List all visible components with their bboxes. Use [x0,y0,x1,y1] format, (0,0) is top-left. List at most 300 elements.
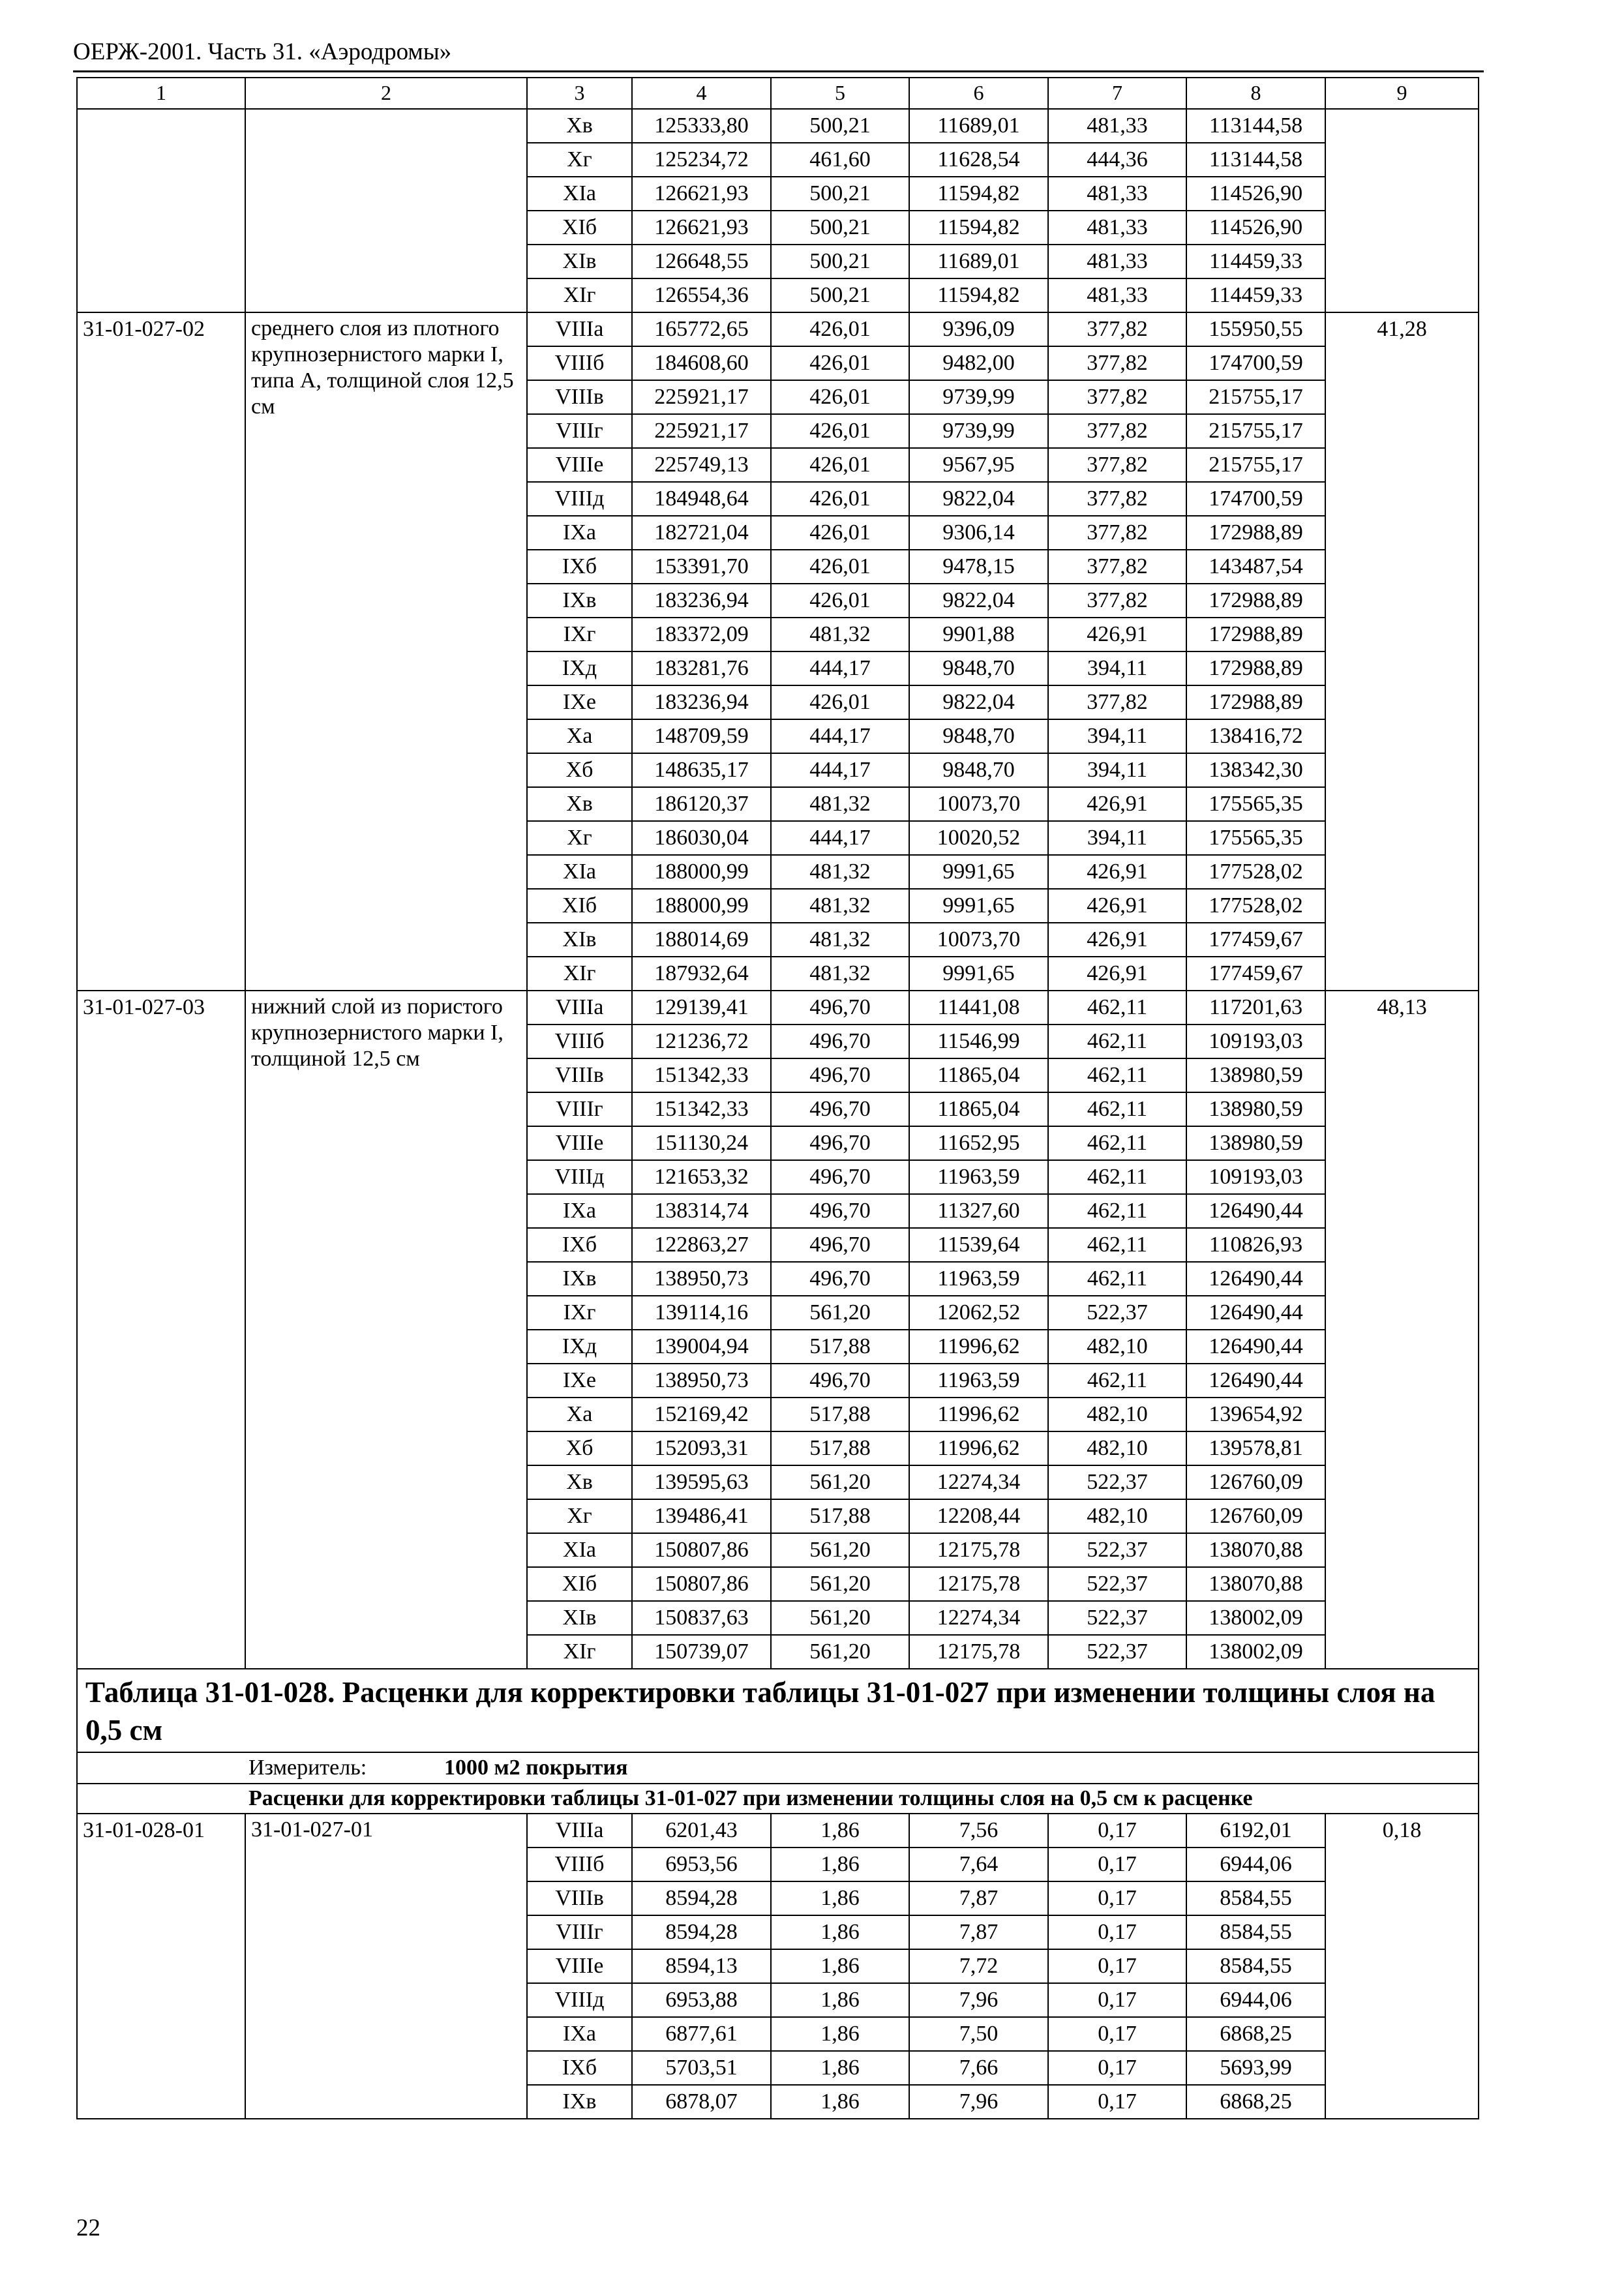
materials-cost-cell: 114459,33 [1186,278,1325,312]
direct-cost-cell: 151342,33 [632,1092,771,1126]
direct-cost-cell: 152169,42 [632,1398,771,1431]
machine-cost-cell: 11628,54 [909,143,1048,177]
meter-row [77,1752,1479,1784]
labor-cost-cell: 481,32 [771,923,909,957]
labor-cost-cell: 561,20 [771,1601,909,1635]
direct-cost-cell: 8594,28 [632,1915,771,1949]
zone-cell: VIIIа [527,312,632,346]
machine-cost-cell: 9991,65 [909,855,1048,889]
direct-cost-cell: 186120,37 [632,787,771,821]
machine-cost-cell: 11594,82 [909,278,1048,312]
labor-cost-cell: 481,32 [771,957,909,991]
materials-cost-cell: 117201,63 [1186,991,1325,1025]
machine-cost-cell: 11546,99 [909,1025,1048,1058]
zone-cell: IХв [527,584,632,618]
labor-cost-cell: 481,32 [771,618,909,651]
labor-cost-cell: 517,88 [771,1499,909,1533]
labor-cost-cell: 426,01 [771,448,909,482]
machinist-wage-cell: 377,82 [1048,685,1186,719]
materials-cost-cell: 113144,58 [1186,143,1325,177]
direct-cost-cell: 138314,74 [632,1194,771,1228]
labor-cost-cell: 426,01 [771,346,909,380]
materials-cost-cell: 113144,58 [1186,109,1325,143]
labor-cost-cell: 561,20 [771,1296,909,1330]
materials-cost-cell: 172988,89 [1186,651,1325,685]
direct-cost-cell: 121653,32 [632,1160,771,1194]
materials-cost-cell: 215755,17 [1186,414,1325,448]
zone-cell: IХб [527,550,632,584]
direct-cost-cell: 126621,93 [632,177,771,211]
machinist-wage-cell: 522,37 [1048,1635,1186,1669]
materials-cost-cell: 6944,06 [1186,1983,1325,2017]
direct-cost-cell: 6201,43 [632,1814,771,1848]
direct-cost-cell: 153391,70 [632,550,771,584]
machine-cost-cell: 9306,14 [909,516,1048,550]
machinist-wage-cell: 481,33 [1048,278,1186,312]
table-row [77,1814,1479,1848]
machinist-wage-cell: 394,11 [1048,651,1186,685]
machine-cost-cell: 9901,88 [909,618,1048,651]
zone-cell: VIIIа [527,991,632,1025]
labor-cost-cell: 496,70 [771,1058,909,1092]
direct-cost-cell: 6953,88 [632,1983,771,2017]
materials-cost-cell: 172988,89 [1186,685,1325,719]
direct-cost-cell: 138950,73 [632,1262,771,1296]
zone-cell: IХг [527,618,632,651]
direct-cost-cell: 139114,16 [632,1296,771,1330]
machine-cost-cell: 9739,99 [909,380,1048,414]
labor-cost-cell: 426,01 [771,516,909,550]
direct-cost-cell: 188000,99 [632,889,771,923]
direct-cost-cell: 125333,80 [632,109,771,143]
zone-cell: IХе [527,685,632,719]
machine-cost-cell: 9482,00 [909,346,1048,380]
materials-cost-cell: 139578,81 [1186,1431,1325,1465]
materials-cost-cell: 172988,89 [1186,618,1325,651]
labor-cost-cell: 426,01 [771,584,909,618]
materials-cost-cell: 126490,44 [1186,1194,1325,1228]
labor-cost-cell: 500,21 [771,177,909,211]
direct-cost-cell: 150807,86 [632,1567,771,1601]
zone-cell: VIIIе [527,448,632,482]
materials-cost-cell: 177459,67 [1186,923,1325,957]
machine-cost-cell: 11327,60 [909,1194,1048,1228]
zone-cell: ХIб [527,211,632,245]
direct-cost-cell: 139004,94 [632,1330,771,1364]
labor-cost-cell: 561,20 [771,1635,909,1669]
machinist-wage-cell: 481,33 [1048,177,1186,211]
wage-column-cell: 41,28 [1325,312,1479,991]
machine-cost-cell: 10020,52 [909,821,1048,855]
direct-cost-cell: 5703,51 [632,2051,771,2085]
labor-cost-cell: 1,86 [771,2085,909,2119]
work-description: среднего слоя из плотного крупнозернистого марки I, типа А, толщиной слоя 12,5 см [245,312,527,991]
materials-cost-cell: 126490,44 [1186,1364,1325,1398]
labor-cost-cell: 517,88 [771,1398,909,1431]
labor-cost-cell: 426,01 [771,312,909,346]
zone-cell: VIIIв [527,1881,632,1915]
materials-cost-cell: 110826,93 [1186,1228,1325,1262]
zone-cell: VIIIв [527,1058,632,1092]
machine-cost-cell: 11865,04 [909,1092,1048,1126]
direct-cost-cell: 148635,17 [632,753,771,787]
machine-cost-cell: 11689,01 [909,109,1048,143]
materials-cost-cell: 109193,03 [1186,1160,1325,1194]
machinist-wage-cell: 462,11 [1048,1364,1186,1398]
wage-column-cell: 0,18 [1325,1814,1479,2119]
machinist-wage-cell: 377,82 [1048,516,1186,550]
materials-cost-cell: 6944,06 [1186,1848,1325,1881]
zone-cell: VIIIг [527,1092,632,1126]
materials-cost-cell: 126760,09 [1186,1499,1325,1533]
zone-cell: IХд [527,1330,632,1364]
machinist-wage-cell: 462,11 [1048,1194,1186,1228]
direct-cost-cell: 139486,41 [632,1499,771,1533]
machinist-wage-cell: 462,11 [1048,1228,1186,1262]
machinist-wage-cell: 482,10 [1048,1431,1186,1465]
labor-cost-cell: 426,01 [771,482,909,516]
materials-cost-cell: 172988,89 [1186,516,1325,550]
machine-cost-cell: 11963,59 [909,1160,1048,1194]
machine-cost-cell: 12175,78 [909,1635,1048,1669]
column-number: 5 [771,78,909,109]
zone-cell: Хв [527,109,632,143]
materials-cost-cell: 138980,59 [1186,1092,1325,1126]
materials-cost-cell: 143487,54 [1186,550,1325,584]
machinist-wage-cell: 0,17 [1048,1848,1186,1881]
direct-cost-cell: 165772,65 [632,312,771,346]
zone-cell: ХIг [527,957,632,991]
zone-cell: IХа [527,1194,632,1228]
table-row [77,991,1479,1025]
direct-cost-cell: 225921,17 [632,414,771,448]
direct-cost-cell: 122863,27 [632,1228,771,1262]
page-number: 22 [76,2215,100,2241]
direct-cost-cell: 129139,41 [632,991,771,1025]
materials-cost-cell: 177528,02 [1186,889,1325,923]
column-number: 4 [632,78,771,109]
machine-cost-cell: 9848,70 [909,753,1048,787]
materials-cost-cell: 114526,90 [1186,177,1325,211]
materials-cost-cell: 8584,55 [1186,1949,1325,1983]
direct-cost-cell: 8594,13 [632,1949,771,1983]
labor-cost-cell: 1,86 [771,2017,909,2051]
labor-cost-cell: 481,32 [771,787,909,821]
labor-cost-cell: 1,86 [771,1983,909,2017]
machine-cost-cell: 10073,70 [909,923,1048,957]
machinist-wage-cell: 482,10 [1048,1398,1186,1431]
column-number-row [77,78,1479,109]
zone-cell: ХIб [527,1567,632,1601]
direct-cost-cell: 183281,76 [632,651,771,685]
materials-cost-cell: 5693,99 [1186,2051,1325,2085]
meter-value: 1000 м2 покрытия [444,1756,628,1780]
rate-code [77,109,245,312]
machine-cost-cell: 7,87 [909,1881,1048,1915]
materials-cost-cell: 177459,67 [1186,957,1325,991]
subheader-row [77,1784,1479,1814]
machinist-wage-cell: 462,11 [1048,1092,1186,1126]
machinist-wage-cell: 377,82 [1048,550,1186,584]
machinist-wage-cell: 481,33 [1048,211,1186,245]
zone-cell: IХв [527,1262,632,1296]
zone-cell: VIIIв [527,380,632,414]
direct-cost-cell: 152093,31 [632,1431,771,1465]
zone-cell: VIIIа [527,1814,632,1848]
direct-cost-cell: 225921,17 [632,380,771,414]
direct-cost-cell: 150837,63 [632,1601,771,1635]
header-rule [73,70,1484,72]
labor-cost-cell: 561,20 [771,1465,909,1499]
materials-cost-cell: 126490,44 [1186,1262,1325,1296]
direct-cost-cell: 184948,64 [632,482,771,516]
materials-cost-cell: 215755,17 [1186,380,1325,414]
machinist-wage-cell: 481,33 [1048,245,1186,278]
machine-cost-cell: 11996,62 [909,1398,1048,1431]
zone-cell: VIIIд [527,1983,632,2017]
labor-cost-cell: 500,21 [771,278,909,312]
labor-cost-cell: 1,86 [771,1848,909,1881]
labor-cost-cell: 1,86 [771,1949,909,1983]
machine-cost-cell: 9478,15 [909,550,1048,584]
zone-cell: Хб [527,753,632,787]
machinist-wage-cell: 462,11 [1048,1262,1186,1296]
direct-cost-cell: 121236,72 [632,1025,771,1058]
materials-cost-cell: 109193,03 [1186,1025,1325,1058]
labor-cost-cell: 500,21 [771,109,909,143]
labor-cost-cell: 496,70 [771,1262,909,1296]
materials-cost-cell: 8584,55 [1186,1881,1325,1915]
meter-cell [77,1752,1479,1784]
wage-column-cell: 48,13 [1325,991,1479,1669]
machine-cost-cell: 9991,65 [909,957,1048,991]
materials-cost-cell: 174700,59 [1186,482,1325,516]
zone-cell: ХIв [527,1601,632,1635]
zone-cell: ХIа [527,1533,632,1567]
machine-cost-cell: 9848,70 [909,719,1048,753]
running-header: ОЕРЖ-2001. Часть 31. «Аэродромы» [73,38,452,65]
zone-cell: IХа [527,2017,632,2051]
direct-cost-cell: 150807,86 [632,1533,771,1567]
machinist-wage-cell: 426,91 [1048,618,1186,651]
work-description [245,109,527,312]
machine-cost-cell: 11689,01 [909,245,1048,278]
labor-cost-cell: 496,70 [771,1364,909,1398]
machine-cost-cell: 12175,78 [909,1533,1048,1567]
direct-cost-cell: 188000,99 [632,855,771,889]
zone-cell: VIIIд [527,482,632,516]
machinist-wage-cell: 426,91 [1048,923,1186,957]
materials-cost-cell: 114459,33 [1186,245,1325,278]
direct-cost-cell: 183372,09 [632,618,771,651]
table-title-row [77,1669,1479,1752]
direct-cost-cell: 184608,60 [632,346,771,380]
machine-cost-cell: 9822,04 [909,584,1048,618]
labor-cost-cell: 517,88 [771,1431,909,1465]
labor-cost-cell: 1,86 [771,1814,909,1848]
labor-cost-cell: 496,70 [771,991,909,1025]
machine-cost-cell: 9991,65 [909,889,1048,923]
materials-cost-cell: 8584,55 [1186,1915,1325,1949]
labor-cost-cell: 1,86 [771,2051,909,2085]
materials-cost-cell: 138002,09 [1186,1635,1325,1669]
labor-cost-cell: 444,17 [771,821,909,855]
machinist-wage-cell: 426,91 [1048,855,1186,889]
labor-cost-cell: 500,21 [771,211,909,245]
machine-cost-cell: 7,96 [909,2085,1048,2119]
machinist-wage-cell: 0,17 [1048,1814,1186,1848]
materials-cost-cell: 175565,35 [1186,821,1325,855]
machine-cost-cell: 7,56 [909,1814,1048,1848]
materials-cost-cell: 138070,88 [1186,1533,1325,1567]
zone-cell: VIIIе [527,1126,632,1160]
direct-cost-cell: 187932,64 [632,957,771,991]
machinist-wage-cell: 482,10 [1048,1499,1186,1533]
machinist-wage-cell: 426,91 [1048,889,1186,923]
labor-cost-cell: 481,32 [771,889,909,923]
machine-cost-cell: 11996,62 [909,1330,1048,1364]
materials-cost-cell: 138002,09 [1186,1601,1325,1635]
machinist-wage-cell: 462,11 [1048,1058,1186,1092]
zone-cell: ХIг [527,1635,632,1669]
materials-cost-cell: 126490,44 [1186,1330,1325,1364]
direct-cost-cell: 6878,07 [632,2085,771,2119]
machinist-wage-cell: 522,37 [1048,1296,1186,1330]
rate-code: 31-01-027-03 [77,991,245,1669]
zone-cell: VIIIб [527,346,632,380]
machine-cost-cell: 11996,62 [909,1431,1048,1465]
column-number: 2 [245,78,527,109]
zone-cell: IХб [527,1228,632,1262]
labor-cost-cell: 496,70 [771,1126,909,1160]
zone-cell: VIIIг [527,1915,632,1949]
direct-cost-cell: 183236,94 [632,584,771,618]
labor-cost-cell: 426,01 [771,380,909,414]
machine-cost-cell: 12175,78 [909,1567,1048,1601]
direct-cost-cell: 126621,93 [632,211,771,245]
rate-code: 31-01-028-01 [77,1814,245,2119]
machinist-wage-cell: 522,37 [1048,1567,1186,1601]
labor-cost-cell: 426,01 [771,685,909,719]
machine-cost-cell: 7,87 [909,1915,1048,1949]
direct-cost-cell: 183236,94 [632,685,771,719]
machine-cost-cell: 9396,09 [909,312,1048,346]
machine-cost-cell: 7,66 [909,2051,1048,2085]
machinist-wage-cell: 522,37 [1048,1533,1186,1567]
machinist-wage-cell: 394,11 [1048,821,1186,855]
direct-cost-cell: 151130,24 [632,1126,771,1160]
labor-cost-cell: 444,17 [771,753,909,787]
zone-cell: IХв [527,2085,632,2119]
materials-cost-cell: 215755,17 [1186,448,1325,482]
machine-cost-cell: 7,72 [909,1949,1048,1983]
materials-cost-cell: 177528,02 [1186,855,1325,889]
meter-label: Измеритель: [248,1756,367,1780]
machinist-wage-cell: 377,82 [1048,414,1186,448]
table-row [77,312,1479,346]
zone-cell: Ха [527,1398,632,1431]
machinist-wage-cell: 522,37 [1048,1601,1186,1635]
zone-cell: IХг [527,1296,632,1330]
materials-cost-cell: 155950,55 [1186,312,1325,346]
labor-cost-cell: 517,88 [771,1330,909,1364]
labor-cost-cell: 496,70 [771,1025,909,1058]
machinist-wage-cell: 377,82 [1048,346,1186,380]
labor-cost-cell: 561,20 [771,1567,909,1601]
machinist-wage-cell: 0,17 [1048,1881,1186,1915]
machinist-wage-cell: 444,36 [1048,143,1186,177]
table-title: Таблица 31-01-028. Расценки для корректировки таблицы 31-01-027 при изменении толщины слоя на 0,5 см [77,1669,1479,1752]
direct-cost-cell: 225749,13 [632,448,771,482]
labor-cost-cell: 444,17 [771,719,909,753]
zone-cell: ХIа [527,177,632,211]
machinist-wage-cell: 0,17 [1048,1915,1186,1949]
machinist-wage-cell: 482,10 [1048,1330,1186,1364]
labor-cost-cell: 481,32 [771,855,909,889]
machine-cost-cell: 12274,34 [909,1465,1048,1499]
machine-cost-cell: 7,64 [909,1848,1048,1881]
work-description: нижний слой из пористого крупнозернистого марки I, толщиной 12,5 см [245,991,527,1669]
materials-cost-cell: 138070,88 [1186,1567,1325,1601]
direct-cost-cell: 126554,36 [632,278,771,312]
machinist-wage-cell: 0,17 [1048,2017,1186,2051]
zone-cell: VIIIе [527,1949,632,1983]
materials-cost-cell: 6868,25 [1186,2017,1325,2051]
materials-cost-cell: 6192,01 [1186,1814,1325,1848]
machine-cost-cell: 11865,04 [909,1058,1048,1092]
zone-cell: Хг [527,821,632,855]
zone-cell: IХа [527,516,632,550]
labor-cost-cell: 444,17 [771,651,909,685]
direct-cost-cell: 188014,69 [632,923,771,957]
zone-cell: Хг [527,143,632,177]
materials-cost-cell: 138342,30 [1186,753,1325,787]
direct-cost-cell: 125234,72 [632,143,771,177]
labor-cost-cell: 1,86 [771,1915,909,1949]
machinist-wage-cell: 481,33 [1048,109,1186,143]
labor-cost-cell: 496,70 [771,1160,909,1194]
machine-cost-cell: 11963,59 [909,1364,1048,1398]
labor-cost-cell: 426,01 [771,414,909,448]
materials-cost-cell: 126490,44 [1186,1296,1325,1330]
machinist-wage-cell: 0,17 [1048,2051,1186,2085]
labor-cost-cell: 426,01 [771,550,909,584]
column-number: 3 [527,78,632,109]
machinist-wage-cell: 462,11 [1048,991,1186,1025]
materials-cost-cell: 138980,59 [1186,1058,1325,1092]
zone-cell: VIIIб [527,1025,632,1058]
direct-cost-cell: 6877,61 [632,2017,771,2051]
machine-cost-cell: 9567,95 [909,448,1048,482]
machine-cost-cell: 11652,95 [909,1126,1048,1160]
materials-cost-cell: 138980,59 [1186,1126,1325,1160]
labor-cost-cell: 496,70 [771,1092,909,1126]
direct-cost-cell: 139595,63 [632,1465,771,1499]
machinist-wage-cell: 426,91 [1048,787,1186,821]
machinist-wage-cell: 0,17 [1048,1983,1186,2017]
machinist-wage-cell: 394,11 [1048,719,1186,753]
machine-cost-cell: 11539,64 [909,1228,1048,1262]
zone-cell: Ха [527,719,632,753]
labor-cost-cell: 496,70 [771,1228,909,1262]
direct-cost-cell: 6953,56 [632,1848,771,1881]
machine-cost-cell: 12208,44 [909,1499,1048,1533]
materials-cost-cell: 6868,25 [1186,2085,1325,2119]
zone-cell: ХIв [527,923,632,957]
zone-cell: Хв [527,1465,632,1499]
zone-cell: ХIг [527,278,632,312]
machinist-wage-cell: 377,82 [1048,482,1186,516]
